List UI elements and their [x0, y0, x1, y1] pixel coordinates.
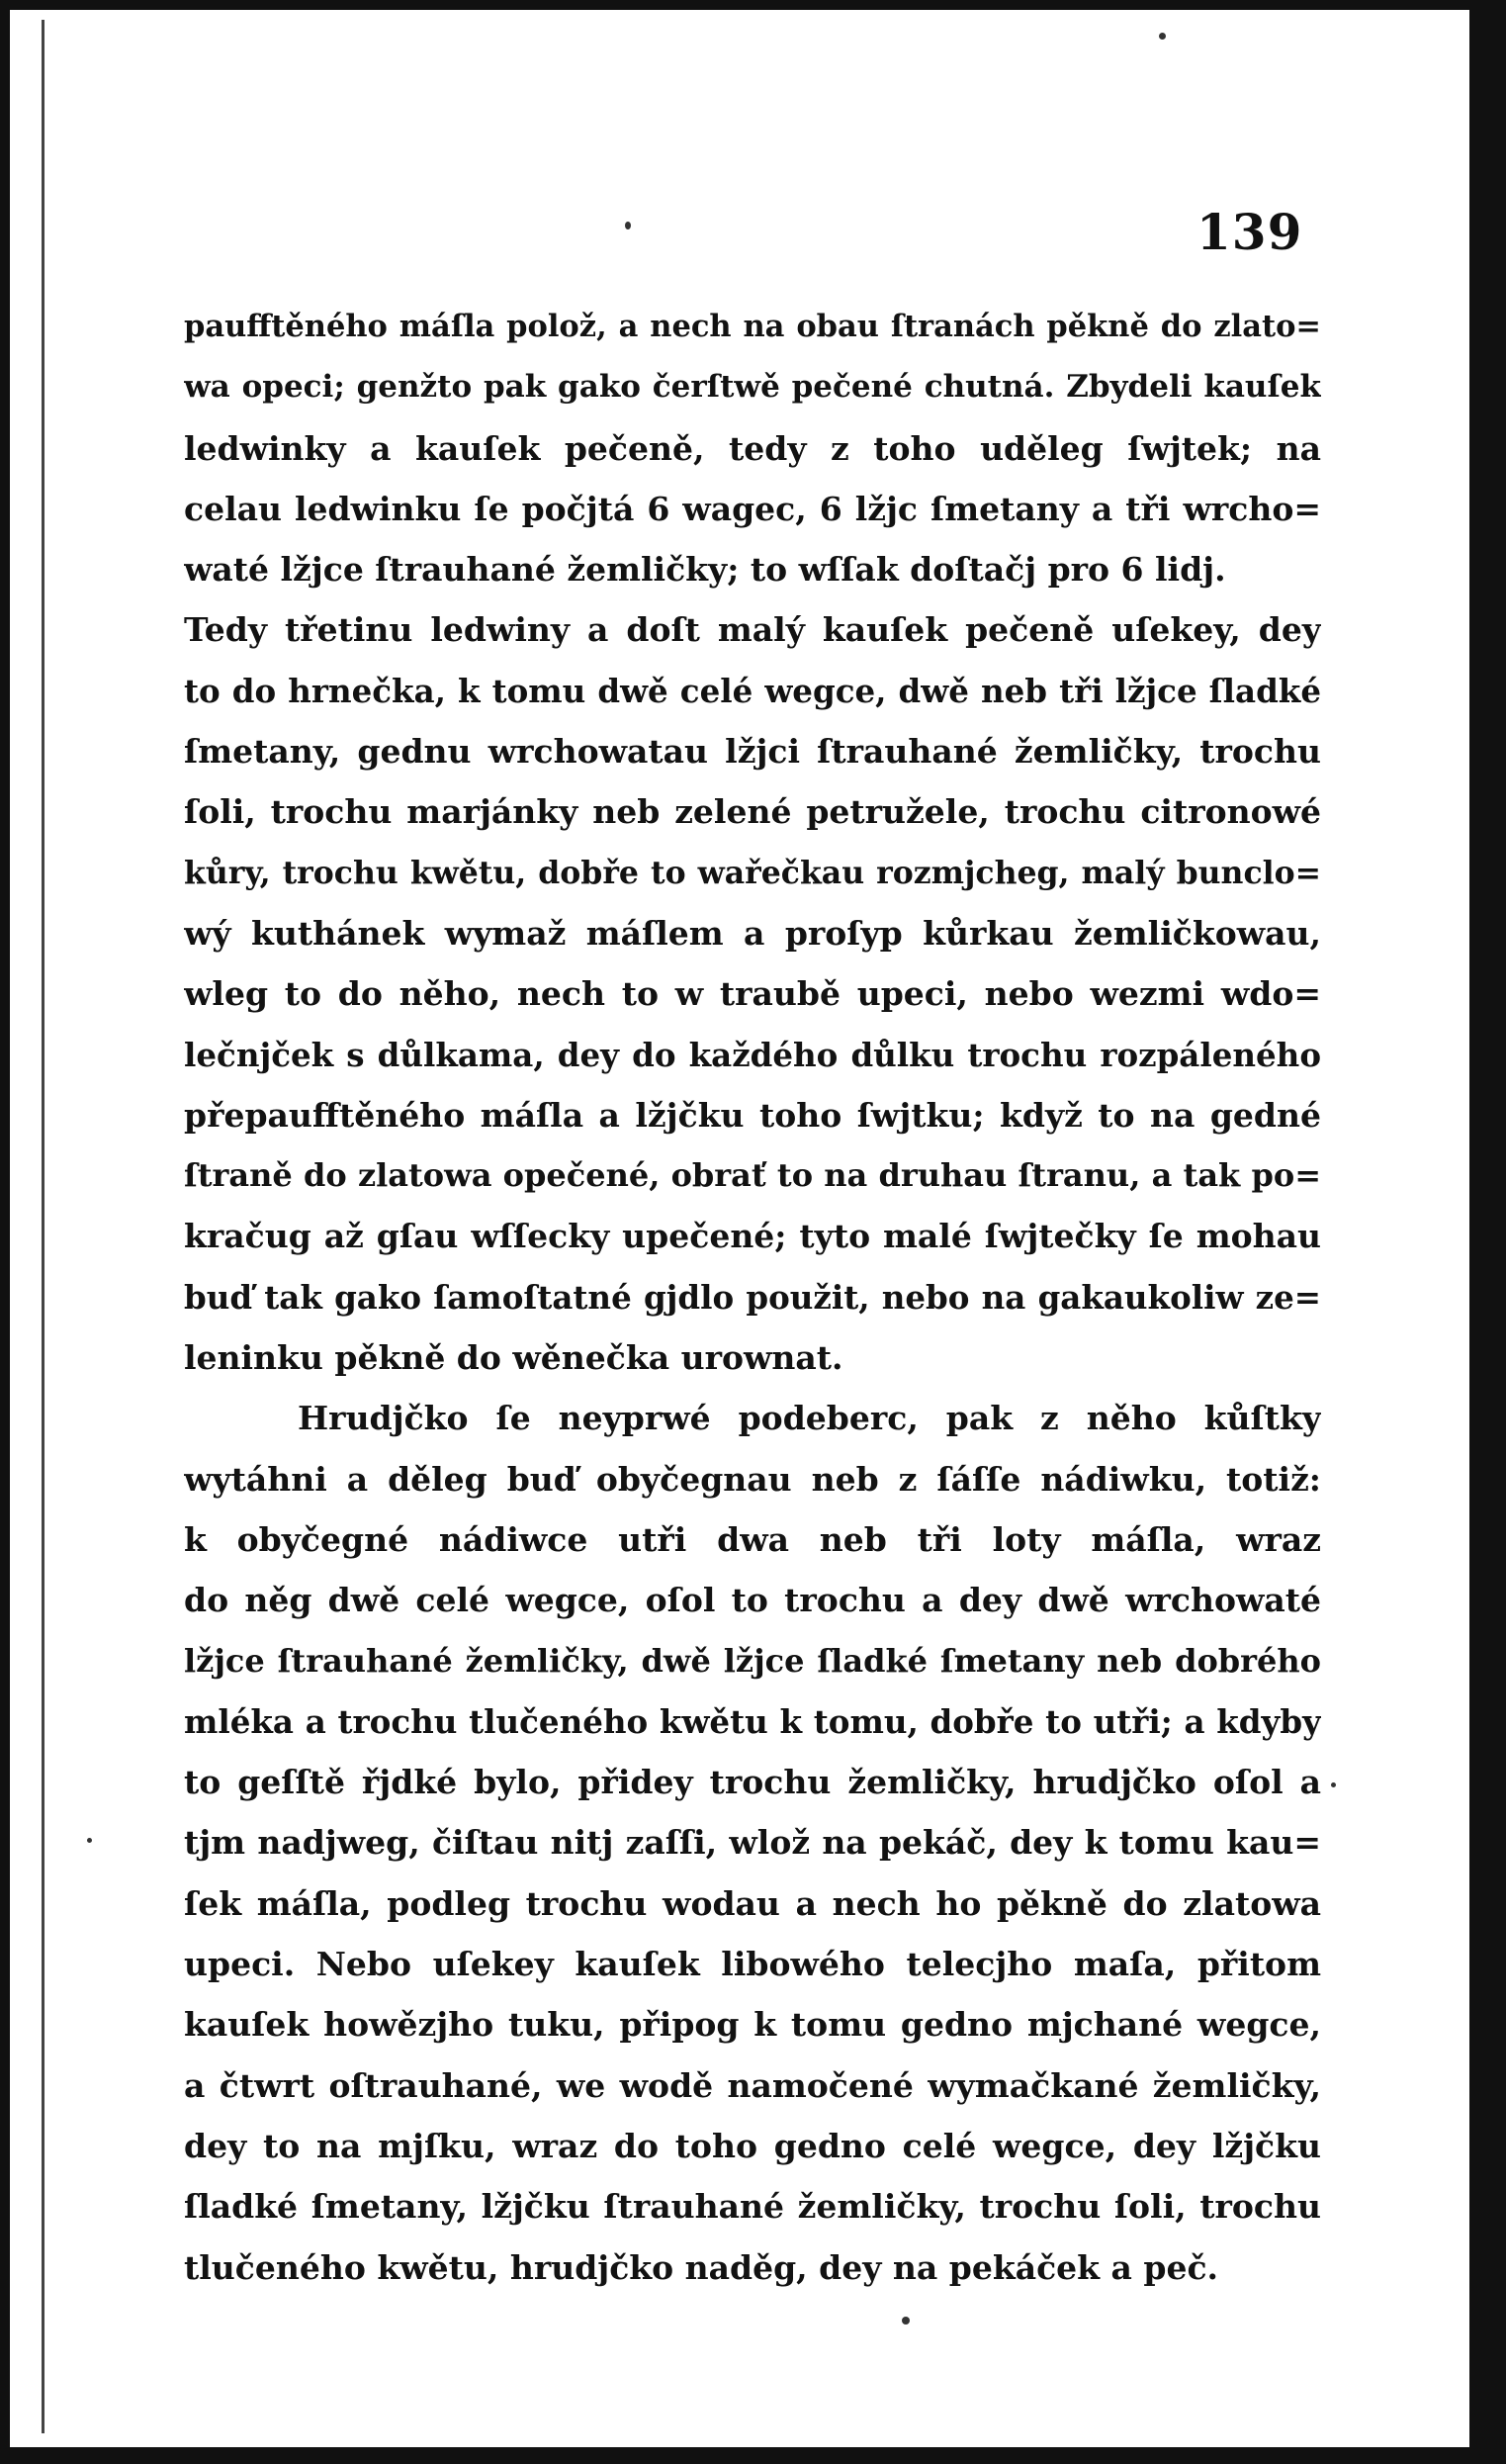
text-line: ledwinky a kauſek pečeně, tedy z toho uděleg ſwjtek; na — [184, 428, 1321, 468]
page-number: 139 — [1196, 203, 1303, 261]
text-line: paufftěného máſla polož, a nech na obau ſtranách pěkně do zlato= — [184, 309, 1321, 344]
text-line: wý kuthánek wymaž máſlem a proſyp kůrkau žemličkowau, — [184, 913, 1321, 953]
text-line: mléka a trochu tlučeného kwětu k tomu, dobře to utři; a kdyby — [184, 1701, 1321, 1741]
text-line: kauſek howězjho tuku, připog k tomu gedno mjchané wegce, — [184, 2005, 1321, 2045]
text-line: waté lžjce ſtrauhané žemličky; to wſſak doſtačj pro 6 lidj. — [184, 550, 1226, 590]
text-line: Tedy třetinu ledwiny a doſt malý kauſek pečeně uſekey, dey — [184, 610, 1321, 650]
text-line: to do hrnečka, k tomu dwě celé wegce, dwě neb tři lžjce ſladké — [184, 671, 1321, 710]
text-line: ſladké ſmetany, lžjčku ſtrauhané žemličky, trochu ſoli, trochu — [184, 2187, 1321, 2227]
text-line: buď tak gako ſamoſtatné gjdlo použit, nebo na gakaukoliw ze= — [184, 1277, 1321, 1317]
text-line: tlučeného kwětu, hrudjčko naděg, dey na pekáček a peč. — [184, 2247, 1219, 2287]
body-text — [184, 297, 1321, 2298]
text-line: přepaufftěného máſla a lžjčku toho ſwjtku; když to na gedné — [184, 1095, 1321, 1135]
text-line: k obyčegné nádiwce utři dwa neb tři loty máſla, wraz — [184, 1519, 1321, 1559]
text-line: ſtraně do zlatowa opečené, obrať to na druhau ſtranu, a tak po= — [184, 1156, 1321, 1195]
text-line: do něg dwě celé wegce, oſol to trochu a dey dwě wrchowaté — [184, 1581, 1321, 1620]
text-line: to geſſtě řjdké bylo, přidey trochu žemličky, hrudjčko oſol a — [184, 1763, 1321, 1802]
text-line: wa opeci; genžto pak gako čerſtwě pečené chutná. Zbydeli kauſek — [184, 369, 1321, 406]
text-line: Hrudjčko ſe neyprwé podeberc, pak z něho kůſtky — [298, 1399, 1321, 1438]
text-line: kůry, trochu kwětu, dobře to wařečkau rozmjcheg, malý bunclo= — [184, 854, 1321, 891]
text-line: upeci. Nebo uſekey kauſek libowého telecjho maſa, přitom — [184, 1945, 1321, 1984]
text-line: lžjce ſtrauhané žemličky, dwě lžjce ſladké ſmetany neb dobrého — [184, 1641, 1321, 1680]
text-line: a čtwrt oſtrauhané, we wodě namočené wymačkané žemličky, — [184, 2065, 1321, 2105]
text-line: wytáhni a děleg buď obyčegnau neb z ſáſſe nádiwku, totiž: — [184, 1459, 1321, 1499]
text-line: dey to na mjſku, wraz do toho gedno celé wegce, dey lžjčku — [184, 2126, 1321, 2165]
text-line: leninku pěkně do wěnečka urownat. — [184, 1338, 843, 1378]
text-line: lečnjček s důlkama, dey do každého důlku trochu rozpáleného — [184, 1035, 1321, 1074]
text-line: wleg to do něho, nech to w traubě upeci, nebo wezmi wdo= — [184, 974, 1321, 1014]
text-line: celau ledwinku ſe počjtá 6 wagec, 6 lžjc ſmetany a tři wrcho= — [184, 489, 1321, 528]
text-line: ſek máſla, podleg trochu wodau a nech ho pěkně do zlatowa — [184, 1883, 1321, 1923]
text-line: ſoli, trochu marjánky neb zelené petružele, trochu citronowé — [184, 792, 1321, 832]
text-line: kračug až gſau wſſecky upečené; tyto malé ſwjtečky ſe mohau — [184, 1217, 1321, 1256]
text-line: tjm nadjweg, čiſtau nitj zaſſi, wlož na pekáč, dey k tomu kau= — [184, 1823, 1321, 1863]
text-line: ſmetany, gednu wrchowatau lžjci ſtrauhané žemličky, trochu — [184, 732, 1321, 772]
